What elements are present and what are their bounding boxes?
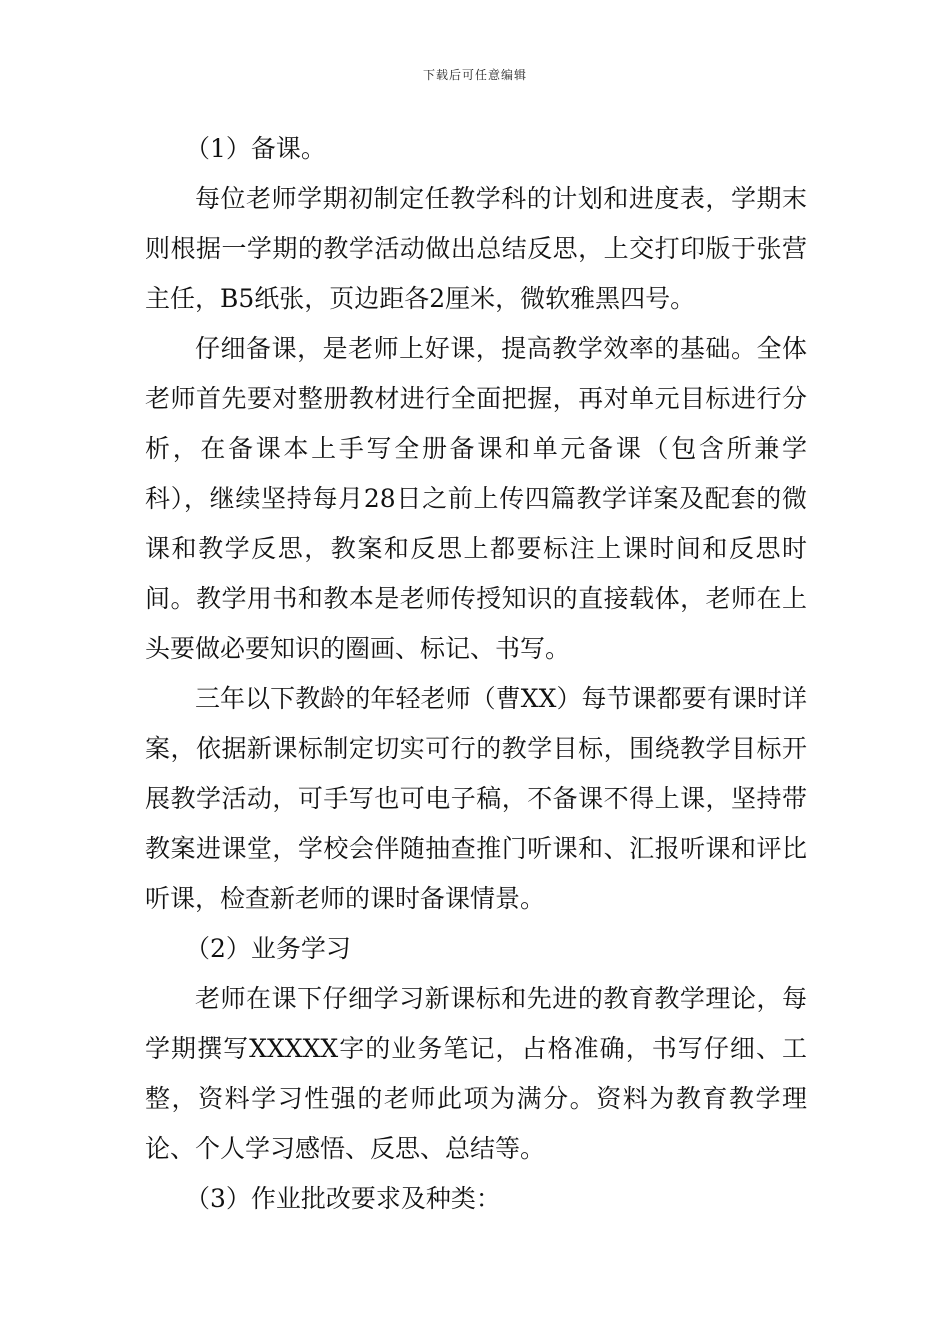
section-heading-lesson-prep: （1）备课。	[185, 134, 326, 163]
document-body	[145, 124, 807, 1224]
paragraph-young-teachers: 三年以下教龄的年轻老师（曹XX）每节课都要有课时详案，依据新课标制定切实可行的教学目标，围绕教学目标开展教学活动，可手写也可电子稿，不备课不得上课，坚持带教案进课堂，学校会伴随抽查推门听课和、汇报听课和评比听课，检查新老师的课时备课情景。	[145, 684, 807, 913]
section-heading-homework: （3）作业批改要求及种类：	[185, 1184, 501, 1213]
paragraph-study: 老师在课下仔细学习新课标和先进的教育教学理论，每学期撰写XXXXX字的业务笔记，占格准确，书写仔细、工整，资料学习性强的老师此项为满分。资料为教育教学理论、个人学习感悟、反思、总结等。	[145, 984, 807, 1163]
section-heading-study: （2）业务学习	[185, 934, 351, 963]
paragraph-careful-prep: 仔细备课，是老师上好课，提高教学效率的基础。全体老师首先要对整册教材进行全面把握，再对单元目标进行分析，在备课本上手写全册备课和单元备课（包含所兼学科），继续坚持每月28日之前上传四篇教学详案及配套的微课和教学反思，教案和反思上都要标注上课时间和反思时间。教学用书和教本是老师传授知识的直接载体，老师在上头要做必要知识的圈画、标记、书写。	[145, 334, 807, 663]
paragraph-plan: 每位老师学期初制定任教学科的计划和进度表，学期末则根据一学期的教学活动做出总结反思，上交打印版于张营主任，B5纸张，页边距各2厘米，微软雅黑四号。	[145, 184, 807, 313]
page-header: 下载后可任意编辑	[422, 68, 527, 82]
